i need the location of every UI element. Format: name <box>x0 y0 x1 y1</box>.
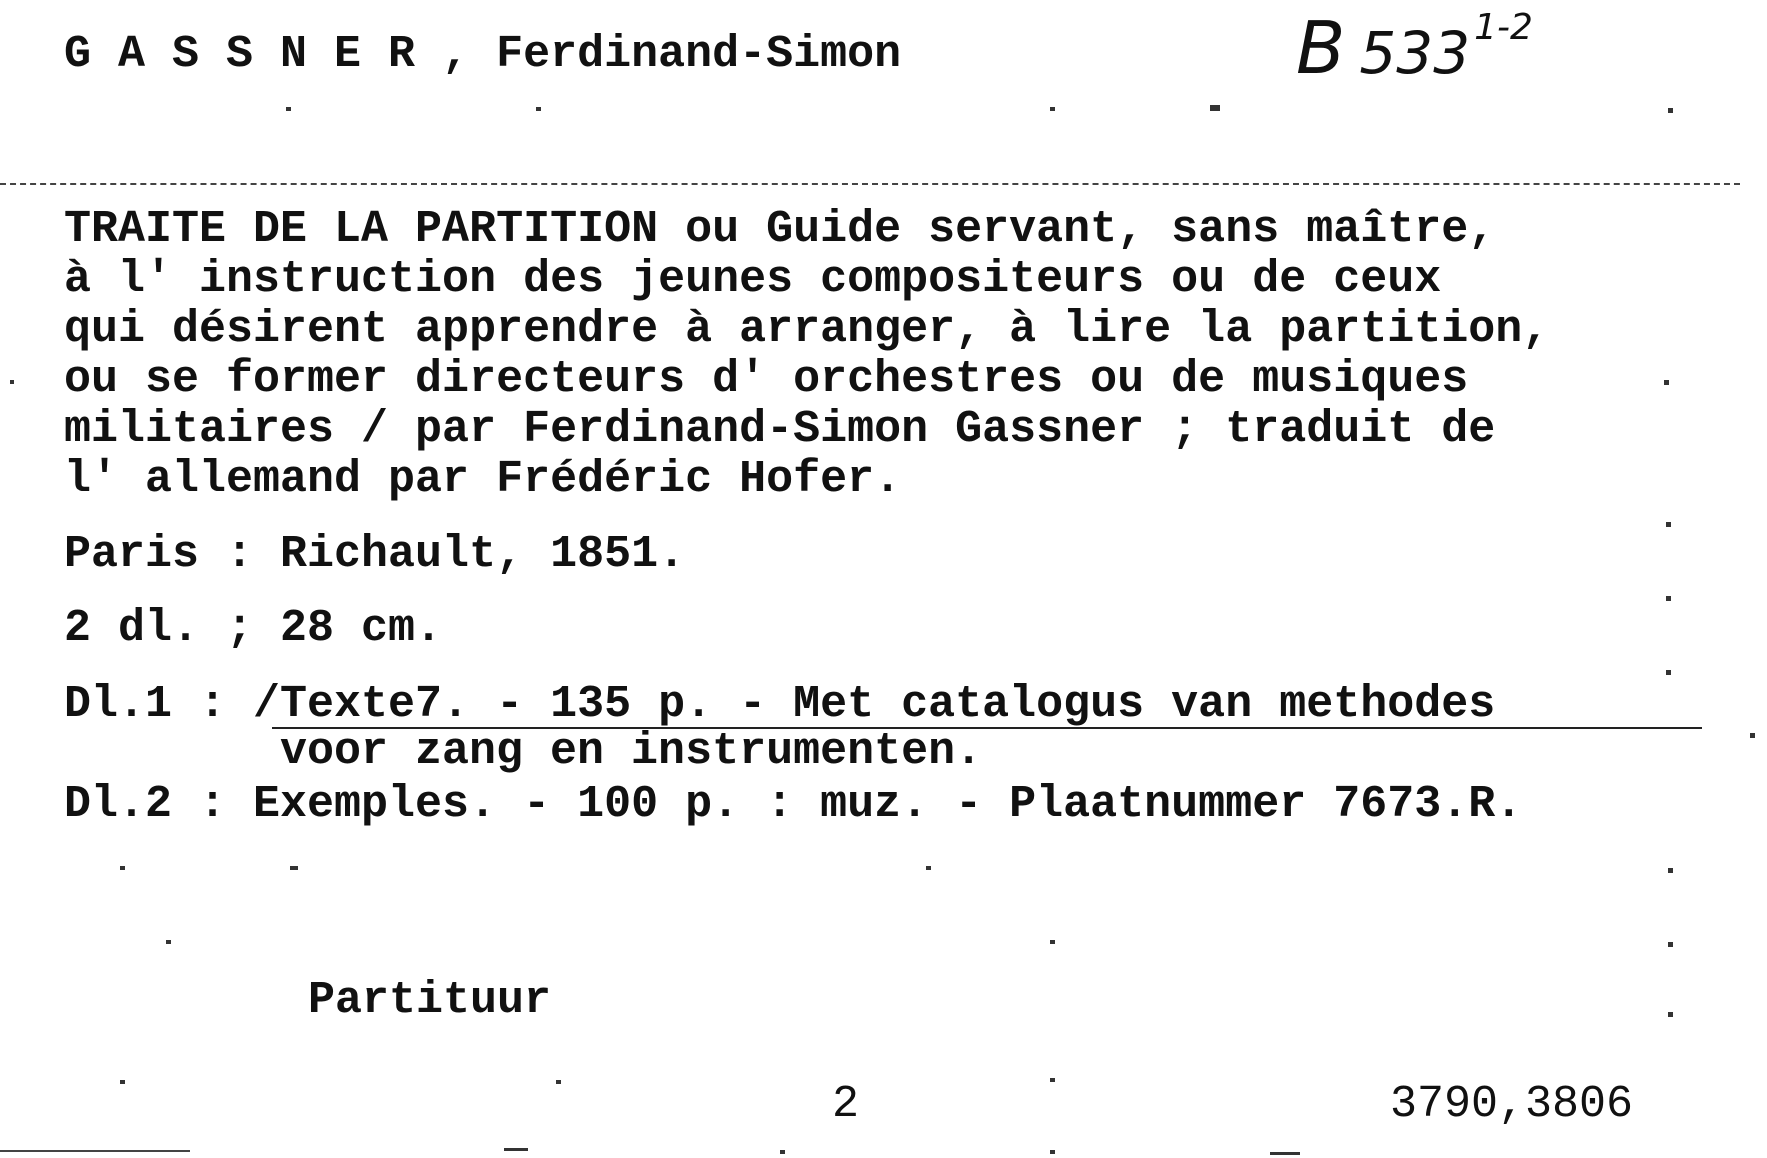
title-line: ou se former directeurs d' orchestres ou de musiques <box>64 354 1469 405</box>
shelfmark-volumes: 1-2 <box>1474 7 1533 48</box>
title-line: l' allemand par Frédéric Hofer. <box>64 454 902 505</box>
collation: 2 dl. ; 28 cm. <box>64 603 443 654</box>
title-line: à l' instruction des jeunes compositeurs ou de ceux <box>64 254 1442 305</box>
imprint: Paris : Richault, 1851. <box>64 529 686 580</box>
volume-2-contents: Dl.2 : Exemples. - 100 p. : muz. - Plaatnummer 7673.R. <box>64 779 1523 830</box>
shelfmark-number: 533 <box>1359 19 1471 87</box>
genre-note: Partituur <box>308 975 552 1026</box>
volume-count: 2 <box>832 1079 860 1130</box>
author-heading: G A S S N E R , Ferdinand-Simon <box>64 29 902 80</box>
title-line: qui désirent apprendre à arranger, à lire la partition, <box>64 304 1550 355</box>
title-line: TRAITE DE LA PARTITION ou Guide servant, sans maître, <box>64 204 1496 255</box>
volume-1-contents: Dl.1 : /Texte7. - 135 p. - Met catalogus van methodes <box>64 679 1496 730</box>
title-line: militaires / par Ferdinand-Simon Gassner ; traduit de <box>64 404 1496 455</box>
volume-1-contents-continued: voor zang en instrumenten. <box>280 726 983 777</box>
shelfmark-letter: B <box>1296 6 1346 90</box>
record-ids: 3790,3806 <box>1390 1079 1634 1130</box>
